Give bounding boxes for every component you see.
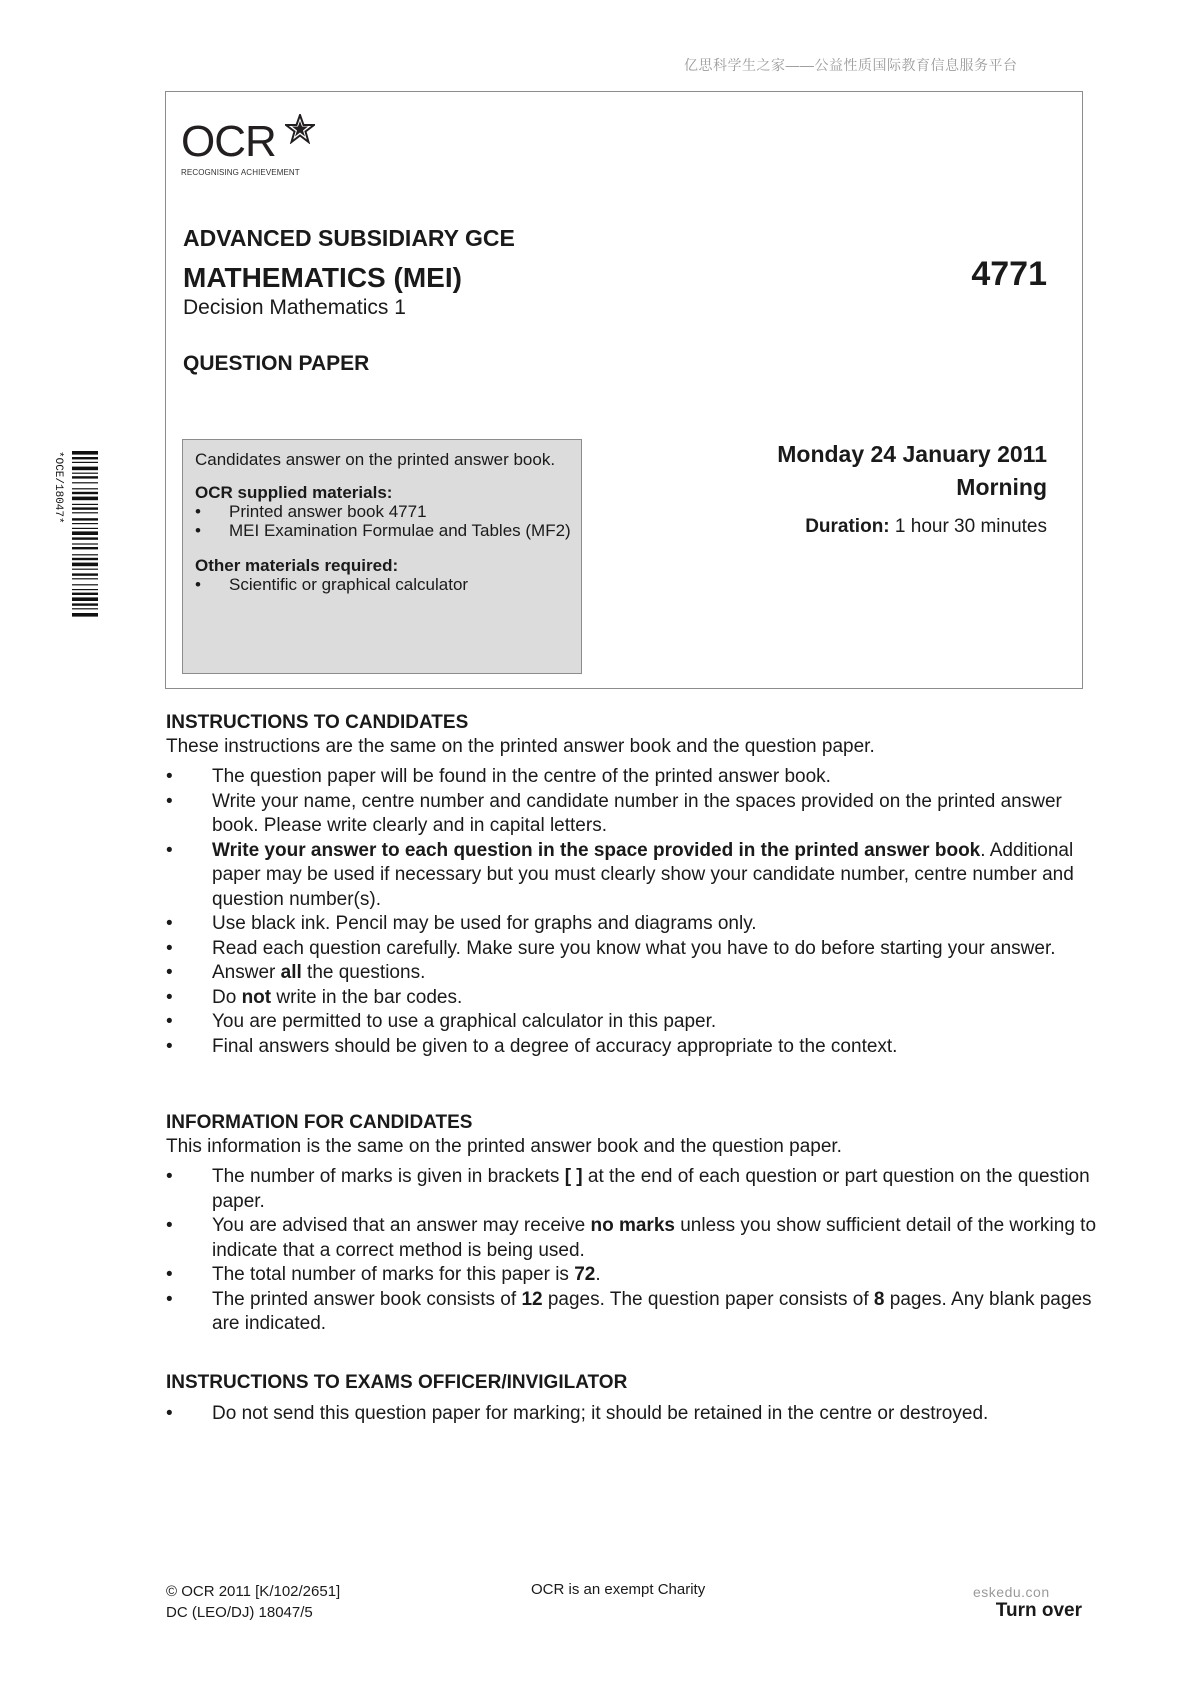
- logo-tagline: RECOGNISING ACHIEVEMENT: [181, 168, 300, 177]
- barcode-bar: [72, 531, 98, 535]
- barcode-bar: [72, 504, 98, 505]
- text-segment: Do: [212, 986, 242, 1008]
- barcode-bar: [72, 482, 98, 483]
- bullet: •: [166, 1288, 173, 1310]
- barcode-bar: [72, 497, 98, 501]
- footer-copyright: [166, 1581, 340, 1623]
- bold-text: [ ]: [564, 1166, 583, 1187]
- exam-duration: [805, 516, 1047, 538]
- copyright-text: © OCR 2011 [K/102/2651]: [166, 1583, 341, 1600]
- supplied-item: • Printed answer book 4771: [195, 502, 427, 521]
- barcode-bar: [72, 523, 98, 524]
- bullet: •: [166, 790, 173, 812]
- list-item: [166, 1263, 1096, 1288]
- text-segment: .: [595, 1264, 601, 1285]
- list-item-text: [212, 1010, 1096, 1035]
- text-segment: Answer: [212, 962, 281, 983]
- text-segment: . Additional paper may be used if necessary but you must clearly show your candidate number, centre number and question number(s).: [212, 839, 1074, 910]
- barcode-bar: [72, 507, 98, 509]
- barcode-bar: [72, 488, 98, 489]
- list-item: [166, 1288, 1096, 1337]
- bullet: •: [166, 1035, 173, 1057]
- list-item-text: [212, 1165, 1096, 1214]
- list-item-text: [212, 1402, 1096, 1427]
- bullet: •: [166, 937, 173, 959]
- officer-list: [166, 1402, 1096, 1427]
- instructions-list: [166, 765, 1096, 1059]
- list-item-text: [212, 961, 1096, 986]
- watermark-text: 亿思科学生之家——公益性质国际教育信息服务平台: [684, 57, 1018, 73]
- paper-number: 4771: [971, 255, 1047, 293]
- bold-text: all: [280, 962, 302, 983]
- qualification-level: ADVANCED SUBSIDIARY GCE: [183, 225, 515, 251]
- bullet: •: [166, 839, 173, 861]
- other-item: • Scientific or graphical calculator: [195, 575, 469, 594]
- barcode-bar: [72, 569, 98, 570]
- footer-site-watermark: eskedu.con: [973, 1584, 1050, 1600]
- barcode-bar: [72, 578, 98, 579]
- exam-date: Monday 24 January 2011: [777, 441, 1047, 467]
- answer-note: Candidates answer on the printed answer book.: [195, 450, 556, 469]
- text-segment: The total number of marks for this paper is: [212, 1264, 575, 1285]
- text-segment: write in the bar codes.: [271, 986, 463, 1008]
- bullet: •: [166, 1215, 173, 1236]
- barcode: [50, 449, 98, 681]
- turn-over-label: Turn over: [995, 1600, 1082, 1621]
- information-heading: INFORMATION FOR CANDIDATES: [166, 1112, 473, 1133]
- list-item-text: [212, 765, 1096, 790]
- materials-box: [182, 439, 582, 674]
- barcode-bar: [72, 608, 98, 609]
- list-item-text: [212, 912, 1096, 937]
- text-segment: Use black ink. Pencil may be used for graphs and diagrams only.: [212, 913, 757, 934]
- bold-text: 8: [873, 1288, 885, 1310]
- barcode-bar: [72, 558, 98, 560]
- text-segment: at the end of each question or part question on the question paper.: [212, 1166, 1090, 1212]
- paper-type: QUESTION PAPER: [183, 352, 370, 375]
- instructions-intro: These instructions are the same on the printed answer book and the question paper.: [166, 736, 875, 757]
- bullet: •: [166, 1011, 173, 1032]
- barcode-bar: [72, 589, 98, 590]
- text-segment: You are permitted to use a graphical calculator in this paper.: [212, 1011, 717, 1032]
- text-segment: unless you show sufficient detail of the working to indicate that a correct method is being used.: [212, 1215, 1097, 1261]
- text-segment: the questions.: [301, 962, 426, 983]
- list-item: [166, 1035, 1096, 1060]
- text-segment: pages. The question paper consists of: [542, 1288, 874, 1310]
- barcode-bar: [72, 593, 98, 595]
- subject-title: MATHEMATICS (MEI): [183, 262, 462, 293]
- instructions-heading: INSTRUCTIONS TO CANDIDATES: [166, 712, 469, 733]
- duration-label: Duration:: [805, 516, 890, 537]
- barcode-bar: [72, 492, 98, 494]
- logo-letters: OCR: [181, 117, 276, 166]
- barcode-bar: [72, 543, 98, 544]
- list-item: [166, 912, 1096, 937]
- list-item: [166, 961, 1096, 986]
- information-list: [166, 1165, 1096, 1337]
- unit-title: Decision Mathematics 1: [183, 296, 406, 319]
- text-segment: Final answers should be given to a degree of accuracy appropriate to the context.: [212, 1035, 898, 1057]
- list-item-text: [212, 1288, 1096, 1337]
- list-item: [166, 1165, 1096, 1214]
- barcode-bar: [72, 512, 98, 513]
- exam-session: Morning: [956, 474, 1047, 500]
- supplied-heading: OCR supplied materials:: [195, 483, 393, 502]
- barcode-text: *OCE/18047*: [52, 451, 64, 524]
- footer-charity: OCR is an exempt Charity: [531, 1581, 706, 1598]
- list-item-text: [212, 790, 1096, 839]
- duration-value: 1 hour 30 minutes: [894, 516, 1047, 537]
- barcode-bar: [72, 603, 98, 605]
- list-item-text: [212, 1263, 1096, 1288]
- bullet: •: [166, 1264, 173, 1285]
- text-segment: You are advised that an answer may receive: [212, 1215, 591, 1236]
- list-item-text: [212, 986, 1096, 1011]
- bullet: •: [166, 913, 173, 934]
- text-segment: Read each question carefully. Make sure you know what you have to do before starting your answer.: [212, 937, 1056, 959]
- barcode-bar: [72, 563, 98, 567]
- star-icon: [285, 114, 315, 144]
- bold-text: 12: [521, 1288, 543, 1310]
- list-item: [166, 1010, 1096, 1035]
- barcode-bar: [72, 451, 98, 455]
- other-heading: Other materials required:: [195, 556, 399, 575]
- barcode-bar: [72, 476, 98, 478]
- bold-text: 72: [574, 1264, 596, 1285]
- bullet: •: [166, 1403, 173, 1424]
- barcode-bar: [72, 518, 98, 520]
- list-item: [166, 986, 1096, 1011]
- document-code: DC (LEO/DJ) 18047/5: [166, 1604, 313, 1621]
- list-item: [166, 937, 1096, 962]
- barcode-bar: [72, 537, 98, 539]
- list-item: [166, 765, 1096, 790]
- list-item: [166, 1402, 1096, 1427]
- barcode-bar: [72, 528, 98, 529]
- barcode-bar: [72, 554, 98, 555]
- barcode-bar: [72, 573, 98, 575]
- list-item: [166, 839, 1096, 913]
- barcode-bar: [72, 457, 98, 459]
- barcode-bar: [72, 584, 98, 585]
- barcode-bar: [72, 467, 98, 471]
- list-item: [166, 1214, 1096, 1263]
- barcode-bar: [72, 473, 98, 474]
- officer-heading: INSTRUCTIONS TO EXAMS OFFICER/INVIGILATOR: [166, 1372, 628, 1393]
- barcode-bar: [72, 597, 98, 601]
- barcode-bar: [72, 613, 98, 617]
- barcode-bar: [72, 462, 98, 463]
- list-item-text: [212, 1214, 1096, 1263]
- list-item-text: [212, 1035, 1096, 1060]
- text-segment: Write your name, centre number and candidate number in the spaces provided on the printed answer book. Please write clearly and in capital letters.: [212, 790, 1062, 836]
- barcode-bar: [72, 547, 98, 549]
- supplied-item: • MEI Examination Formulae and Tables (MF2): [195, 521, 571, 540]
- list-item: [166, 790, 1096, 839]
- list-item-text: [212, 937, 1096, 962]
- bullet: •: [166, 1166, 173, 1187]
- bold-text: no marks: [590, 1215, 675, 1236]
- bullet: •: [166, 986, 173, 1008]
- barcode-bars: [50, 449, 98, 681]
- bullet: •: [166, 962, 173, 983]
- text-segment: The printed answer book consists of: [212, 1288, 522, 1310]
- text-segment: The question paper will be found in the centre of the printed answer book.: [212, 766, 831, 787]
- text-segment: The number of marks is given in brackets: [212, 1166, 565, 1187]
- list-item-text: [212, 839, 1096, 913]
- bullet: •: [166, 766, 173, 787]
- information-intro: This information is the same on the printed answer book and the question paper.: [166, 1136, 842, 1157]
- bold-text: Write your answer to each question in the space provided in the printed answer book: [212, 839, 981, 861]
- text-segment: pages. Any blank pages are indicated.: [212, 1288, 1092, 1334]
- ocr-logo: [181, 117, 300, 177]
- bold-text: not: [241, 986, 272, 1008]
- text-segment: Do not send this question paper for marking; it should be retained in the centre or destroyed.: [212, 1403, 989, 1424]
- exam-date-block: [777, 438, 1047, 504]
